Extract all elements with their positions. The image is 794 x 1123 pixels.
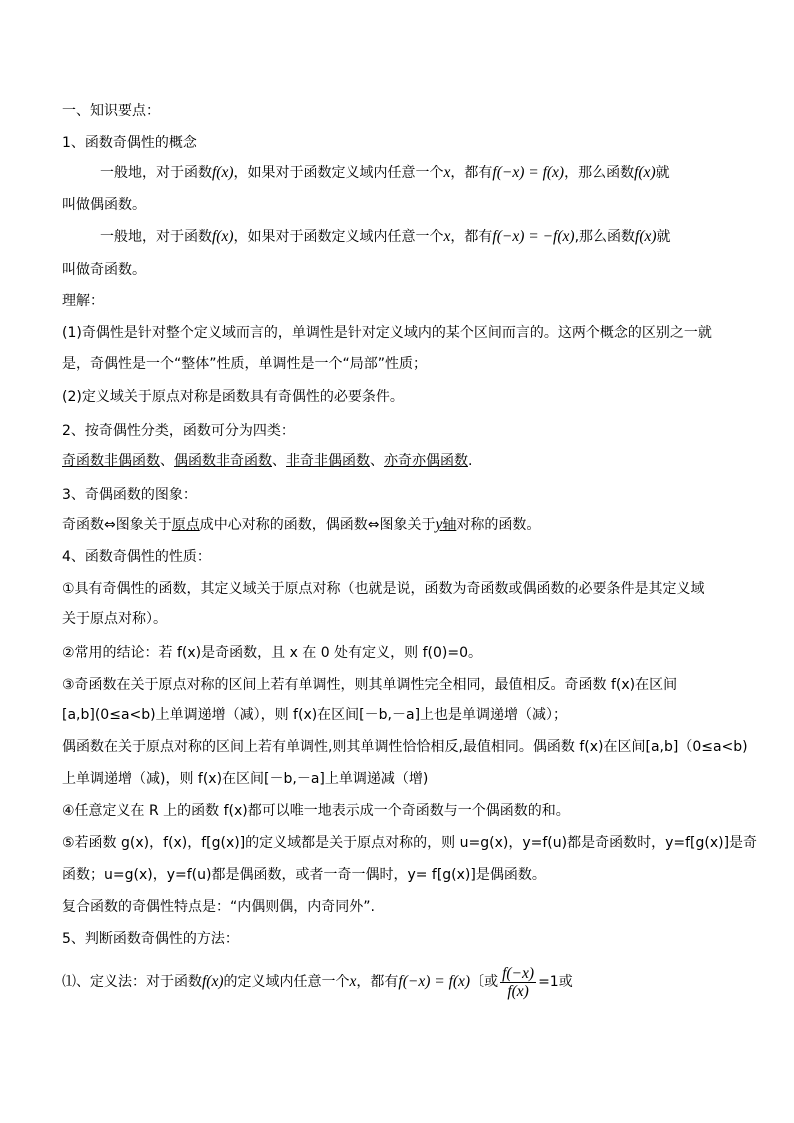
math-fx: f(x) [212, 164, 234, 181]
odd-definition-line-1: 一般地，对于函数f(x)，如果对于函数定义域内任意一个x，都有f(−x) = −f(x),那么函数f(x)就 [100, 228, 671, 245]
property-5a: ⑤若函数 g(x)，f(x)，f[g(x)]的定义域都是关于原点对称的，则 u=g(x)，y=f(u)都是奇函数时，y=f[g(x)]是奇 [62, 835, 758, 851]
property-3d: 上单调递增（减)，则 f(x)在区间[－b,－a]上单调递减（增) [62, 771, 429, 787]
section-heading: 一、知识要点： [62, 103, 160, 119]
property-1a: ①具有奇偶性的函数，其定义域关于原点对称（也就是说，函数为奇函数或偶函数的必要条件是其定义域 [62, 581, 705, 597]
fraction-numerator: f(−x) [502, 964, 535, 982]
property-1b: 关于原点对称）。 [62, 611, 167, 627]
property-6: 复合函数的奇偶性特点是：“内偶则偶，内奇同外”. [62, 899, 375, 915]
origin-term: 原点 [171, 517, 200, 533]
math-fx: f(x) [202, 973, 224, 990]
math-even-equation: f(−x) = f(x) [492, 164, 565, 181]
math-x: x [349, 973, 357, 990]
section-1-title: 1、函数奇偶性的概念 [62, 135, 197, 151]
property-4: ④任意定义在 R 上的函数 f(x)都可以唯一地表示成一个奇函数与一个偶函数的和。 [62, 803, 570, 819]
even-definition-line-1: 一般地，对于函数f(x)，如果对于函数定义域内任意一个x，都有f(−x) = f(x)，那么函数f(x)就 [100, 164, 670, 181]
math-x: x [443, 164, 451, 181]
axis-term: 轴 [442, 517, 457, 533]
definition-method-line: ⑴、定义法：对于函数f(x)的定义域内任意一个x，都有f(−x) = f(x)〔或 $\frac{f(-x)}{f(x)}$ =1或 [62, 964, 573, 1000]
understanding-point-1b: 是，奇偶性是一个“整体”性质，单调性是一个“局部”性质； [62, 356, 428, 372]
math-fx: f(x) [212, 228, 234, 245]
section-3-title: 3、奇偶函数的图象： [62, 487, 197, 503]
property-3c: 偶函数在关于原点对称的区间上若有单调性,则其单调性恰恰相反,最值相同。偶函数 f(x)在区间[a,b]（0≤a<b) [62, 739, 748, 755]
property-3a: ③奇函数在关于原点对称的区间上若有单调性，则其单调性完全相同，最值相反。奇函数 f(x)在区间 [62, 677, 678, 693]
property-3b: [a,b](0≤a<b)上单调递增（减），则 f(x)在区间[－b,－a]上也是单调递增（减）； [62, 707, 568, 723]
math-fraction [500, 965, 536, 1000]
math-odd-equation: f(−x) = −f(x) [492, 228, 575, 245]
understanding-point-1a: (1)奇偶性是针对整个定义域而言的，单调性是针对定义域内的某个区间而言的。这两个概念的区别之一就 [62, 325, 712, 341]
class-both: 亦奇亦偶函数 [384, 453, 468, 469]
function-classes-line: 奇函数非偶函数、偶函数非奇函数、非奇非偶函数、亦奇亦偶函数. [62, 453, 473, 469]
odd-definition-line-2: 叫做奇函数。 [62, 262, 146, 278]
understanding-label: 理解： [62, 293, 104, 309]
property-2: ②常用的结论：若 f(x)是奇函数，且 x 在 0 处有定义，则 f(0)=0。 [62, 645, 482, 661]
math-fx: f(x) [634, 164, 656, 181]
math-fx: f(x) [635, 228, 657, 245]
equivalence-arrow-icon: ⇔ [367, 517, 380, 533]
equivalence-arrow-icon: ⇔ [104, 517, 116, 533]
understanding-point-2: (2)定义域关于原点对称是函数具有奇偶性的必要条件。 [62, 389, 404, 405]
math-x: x [443, 228, 451, 245]
fraction-denominator: f(x) [507, 982, 529, 1000]
math-equation: f(−x) = f(x) [398, 973, 471, 990]
y-axis-term: y [435, 516, 443, 533]
section-2-title: 2、按奇偶性分类，函数可分为四类： [62, 423, 295, 439]
section-5-title: 5、判断函数奇偶性的方法： [62, 931, 239, 947]
class-neither: 非奇非偶函数 [286, 453, 370, 469]
section-4-title: 4、函数奇偶性的性质： [62, 549, 211, 565]
graph-symmetry-line: 奇函数⇔图象关于原点成中心对称的函数，偶函数⇔图象关于y轴对称的函数。 [62, 516, 541, 533]
class-even-not-odd: 偶函数非奇函数 [174, 453, 272, 469]
even-definition-line-2: 叫做偶函数。 [62, 197, 146, 213]
property-5b: 函数；u=g(x)，y=f(u)都是偶函数，或者一奇一偶时，y= f[g(x)]是偶函数。 [62, 867, 546, 883]
class-odd-not-even: 奇函数非偶函数 [62, 453, 160, 469]
